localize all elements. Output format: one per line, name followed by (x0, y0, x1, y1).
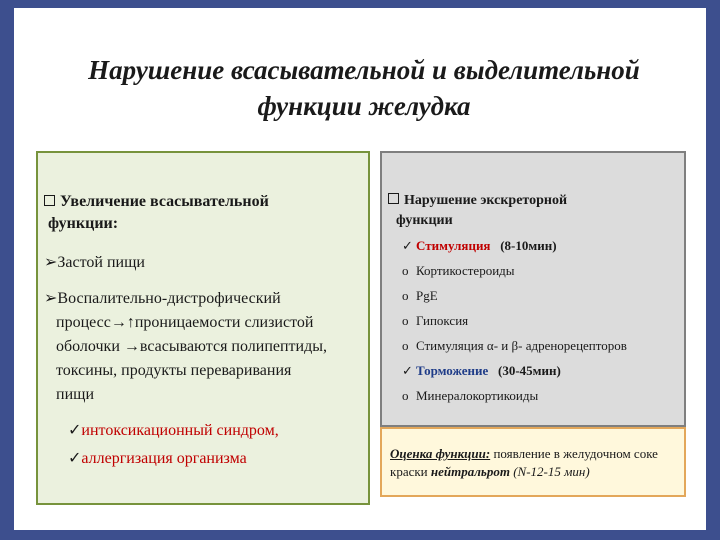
checkmark-icon: ✓ (68, 422, 82, 439)
title-line-1: Нарушение всасывательной и выделительной (88, 55, 640, 85)
inflammation-line-3: оболочки →всасываются полипептиды, (56, 338, 327, 355)
sub-item-intoxication: ✓интоксикационный синдром, (68, 422, 279, 439)
assessment-panel (380, 427, 686, 497)
inflammation-line-4: токсины, продукты переваривания (56, 362, 292, 379)
circle-bullet-icon: o (402, 313, 409, 328)
inflammation-line-2: процесс→↑проницаемости слизистой (56, 314, 314, 331)
inhibition-row: ✓ Торможение (30-45мин) (402, 363, 561, 378)
slide (14, 8, 706, 530)
checkmark-icon: ✓ (68, 450, 82, 467)
frame-left-bar (0, 0, 14, 540)
checkbox-bullet-icon (388, 193, 399, 204)
excretion-heading: Нарушение экскреторной (388, 191, 567, 211)
checkbox-bullet-icon (44, 195, 55, 206)
slide-title (44, 52, 684, 124)
sub-item-allergy: ✓аллергизация организма (68, 450, 247, 467)
list-item-corticosteroids: o Кортикостероиды (402, 263, 515, 278)
stimulation-row: ✓ Стимуляция (8-10мин) (402, 238, 557, 253)
arrow-bullet-icon: ➢ (44, 254, 58, 271)
absorption-panel (36, 151, 370, 505)
list-item-pge: o PgE (402, 288, 438, 303)
excretion-panel (380, 151, 686, 427)
list-item-adrenoreceptors: o Стимуляция α- и β- адренорецепторов (402, 338, 627, 353)
checkmark-icon: ✓ (402, 363, 413, 378)
list-item-inflammation: ➢Воспалительно-дистрофический (44, 290, 281, 307)
inflammation-line-5: пищи (56, 386, 95, 403)
absorption-heading: Увеличение всасывательной (44, 191, 269, 213)
circle-bullet-icon: o (402, 388, 409, 403)
checkmark-icon: ✓ (402, 238, 413, 253)
arrow-bullet-icon: ➢ (44, 290, 58, 307)
circle-bullet-icon: o (402, 288, 409, 303)
list-item-mineralocorticoids: o Минералокортикоиды (402, 388, 539, 403)
circle-bullet-icon: o (402, 263, 409, 278)
excretion-heading-cont: функции (396, 213, 453, 228)
list-item-stasis: ➢Застой пищи (44, 254, 145, 271)
frame-bottom-bar (0, 530, 720, 540)
assessment-text: Оценка функции: появление в желудочном соке краски нейтральрот (N-12-15 мин) (390, 446, 658, 479)
list-item-hypoxia: o Гипоксия (402, 313, 469, 328)
circle-bullet-icon: o (402, 338, 409, 353)
title-line-2: функции желудка (257, 91, 471, 121)
absorption-heading-cont: функции: (48, 215, 119, 232)
